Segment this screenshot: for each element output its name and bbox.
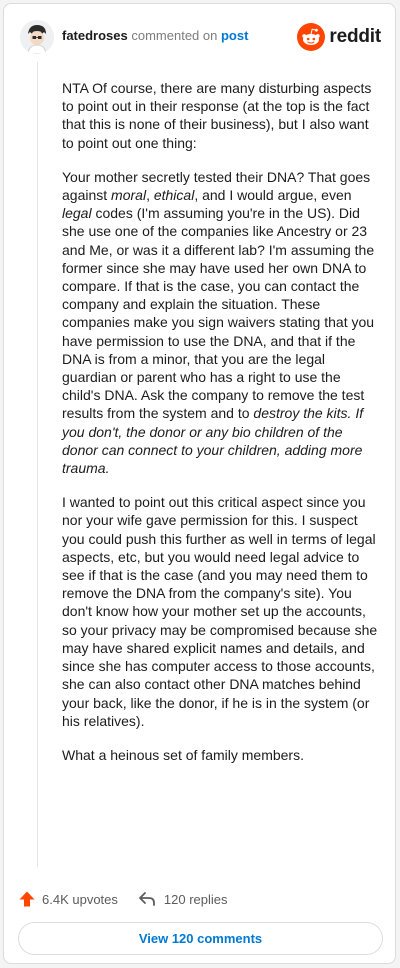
comment-header (20, 20, 381, 56)
replies-button[interactable] (138, 891, 228, 907)
text-span: Your mother secretly tested their DNA? That goes against (62, 168, 371, 204)
username-link[interactable]: fatedroses (62, 28, 128, 43)
upvote-arrow-icon (18, 890, 36, 908)
replies-count: 120 replies (163, 891, 228, 907)
italic-text: legal (62, 205, 92, 222)
action-text: commented on (127, 28, 221, 43)
italic-text: moral (111, 187, 147, 204)
text-span: codes (I'm assuming you're in the US). Did she use one of the companies like Ancestry or 23 and Me, or was it a different lab? I'm assuming the former since she may have used her own DNA to compare. If that is the case, you can contact the company and explain the situation. These companies make you sign waivers stating that you have permission to use the DNA, and that if the DNA is from a minor, that you are the legal guardian or parent who has a right to use the child's DNA. Ask the company to remove the test results from the system and to (62, 205, 375, 422)
upvote-count: 6.4K upvotes (42, 891, 118, 907)
reddit-brand[interactable] (297, 22, 381, 52)
text-span: , (146, 187, 154, 204)
comment-paragraph: I wanted to point out this critical aspect since you nor your wife gave permission for this. I suspect you could push this further as well in terms of legal aspects, etc, but you would need legal advice to see if that is the case (and you may need them to remove the DNA from the company's site). You don't know how your mother set up the accounts, so your privacy may be compromised because she may have shared explicit names and details, and since she has computer access to those accounts, she can also contact other DNA matches behind your back, like the donor, if he is in the system (or his relatives). (62, 494, 378, 729)
reddit-logo-icon (297, 23, 325, 51)
comment-card (3, 3, 396, 964)
text-span: , and I would argue, even (194, 187, 352, 204)
comment-byline (62, 27, 248, 45)
italic-text: destroy the kits. If you don't, the donor or any bio children of the donor can connect to your children, adding more trauma. (62, 405, 364, 477)
reddit-wordmark: reddit (329, 26, 381, 47)
comment-footer (18, 886, 228, 912)
comment-paragraph (62, 168, 380, 477)
thread-line (37, 62, 38, 867)
comment-body (62, 79, 380, 780)
reply-arrow-icon (138, 891, 156, 907)
avatar-icon (20, 20, 54, 54)
post-link[interactable]: post (220, 28, 249, 43)
comment-paragraph: What a heinous set of family members. (62, 746, 304, 763)
view-comments-button[interactable]: View 120 comments (18, 922, 383, 955)
avatar[interactable] (20, 20, 54, 54)
italic-text: ethical (153, 187, 195, 204)
comment-paragraph: NTA Of course, there are many disturbing aspects to point out in their response (at the top is the fact that this is none of their business), but I also want to point out one thing: (62, 80, 372, 151)
upvote-button[interactable] (18, 890, 118, 908)
